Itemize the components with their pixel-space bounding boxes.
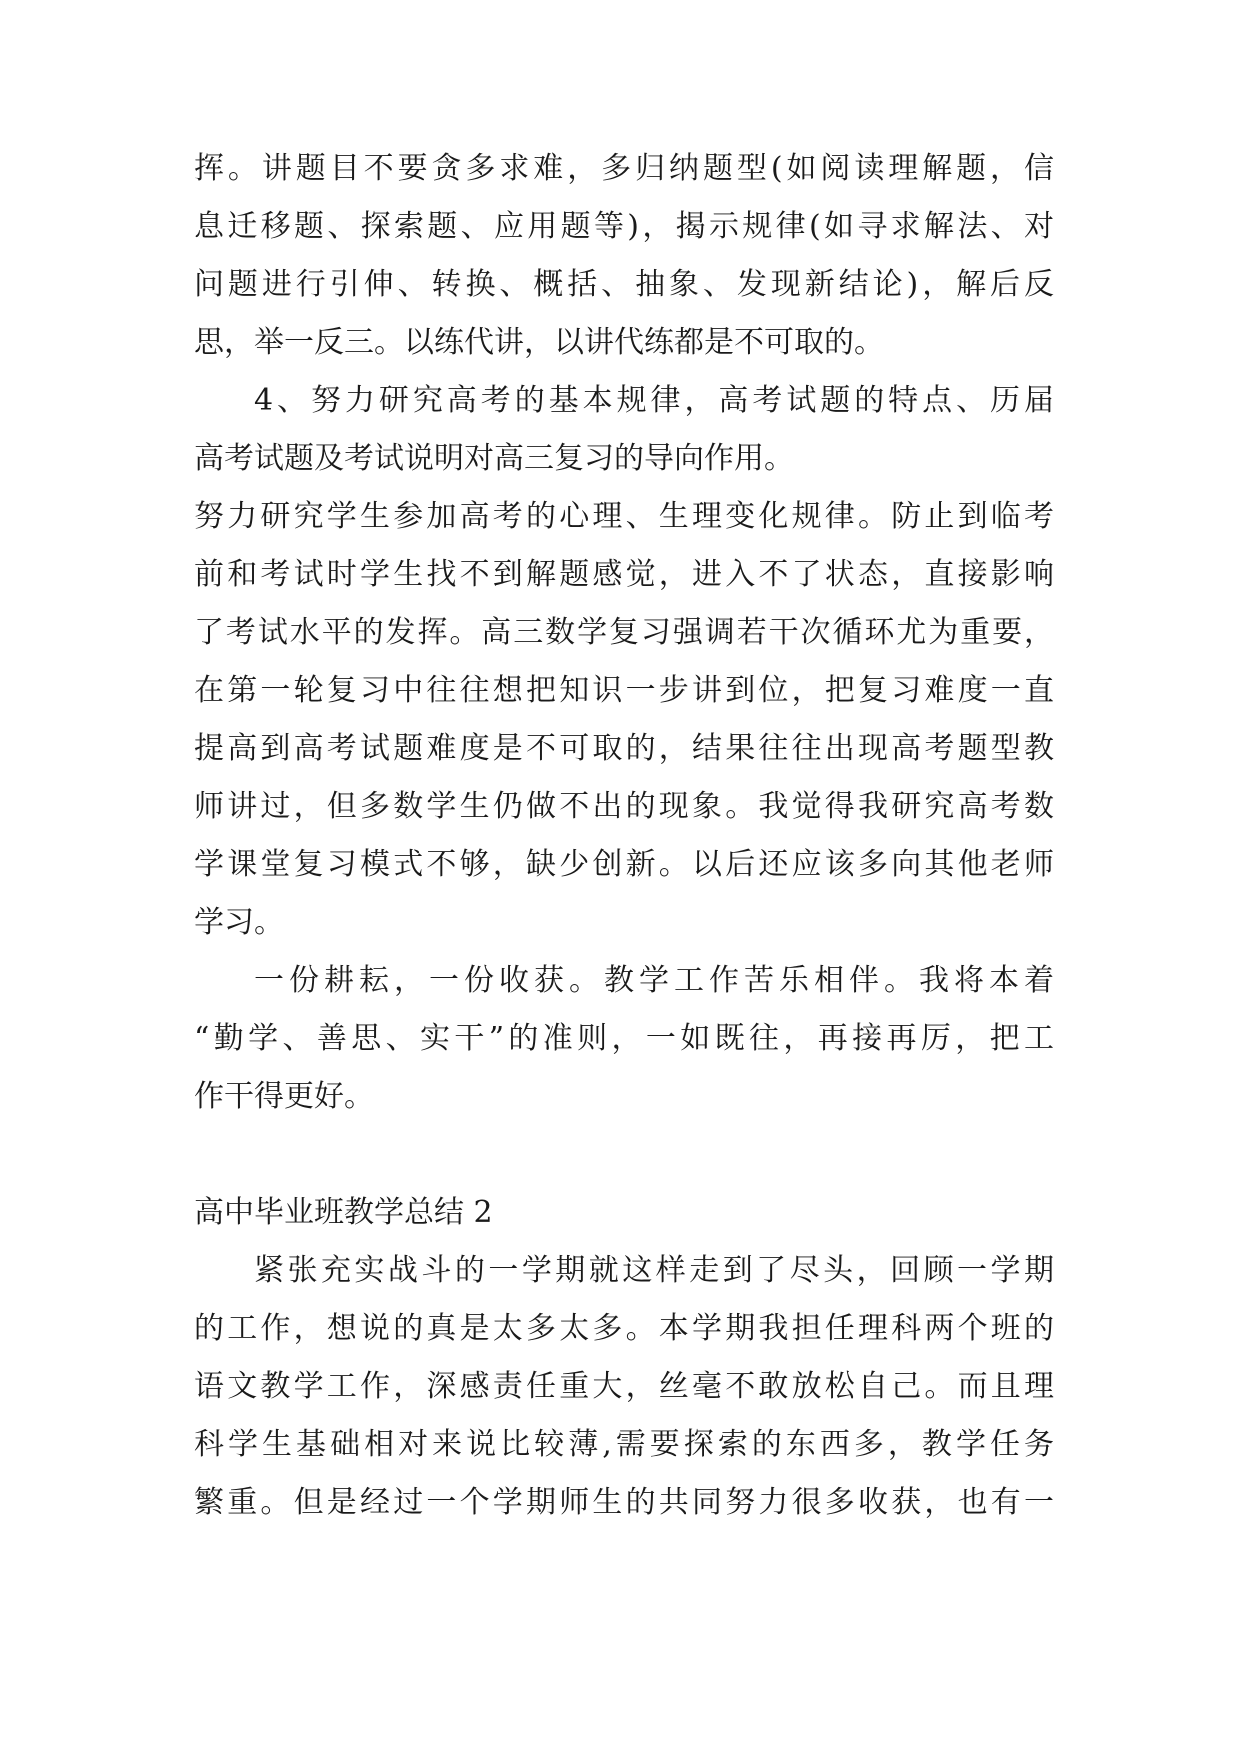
- text-line: 努力研究学生参加高考的心理、生理变化规律。防止到临考: [194, 499, 1054, 534]
- text-line: 的工作，想说的真是太多太多。本学期我担任理科两个班的: [194, 1311, 1054, 1346]
- section-heading: 高中毕业班教学总结 2: [194, 1195, 493, 1230]
- text-line: 思，举一反三。以练代讲，以讲代练都是不可取的。: [194, 325, 884, 360]
- text-line: 学习。: [194, 905, 284, 940]
- paragraph-first-line: 4、努力研究高考的基本规律，高考试题的特点、历届: [254, 383, 1054, 418]
- text-line: 高考试题及考试说明对高三复习的导向作用。: [194, 441, 794, 476]
- paragraph-first-line: 紧张充实战斗的一学期就这样走到了尽头，回顾一学期: [254, 1253, 1054, 1288]
- text-line: 息迁移题、探索题、应用题等)，揭示规律(如寻求解法、对: [194, 209, 1054, 244]
- text-line: 问题进行引伸、转换、概括、抽象、发现新结论)，解后反: [194, 267, 1054, 302]
- text-line: 繁重。但是经过一个学期师生的共同努力很多收获，也有一: [194, 1485, 1054, 1520]
- paragraph-first-line: 一份耕耘，一份收获。教学工作苦乐相伴。我将本着: [254, 963, 1054, 998]
- text-line: 了考试水平的发挥。高三数学复习强调若干次循环尤为重要，: [194, 615, 1054, 650]
- text-line: 作干得更好。: [194, 1079, 374, 1114]
- text-line: 提高到高考试题难度是不可取的，结果往往出现高考题型教: [194, 731, 1054, 766]
- text-line: 学课堂复习模式不够，缺少创新。以后还应该多向其他老师: [194, 847, 1054, 882]
- text-line: 前和考试时学生找不到解题感觉，进入不了状态，直接影响: [194, 557, 1054, 592]
- text-line: 科学生基础相对来说比较薄,需要探索的东西多，教学任务: [194, 1427, 1054, 1462]
- text-line: 师讲过，但多数学生仍做不出的现象。我觉得我研究高考数: [194, 789, 1054, 824]
- text-line: 在第一轮复习中往往想把知识一步讲到位，把复习难度一直: [194, 673, 1054, 708]
- text-line: 挥。讲题目不要贪多求难，多归纳题型(如阅读理解题，信: [194, 151, 1054, 186]
- text-line: “勤学、善思、实干”的准则，一如既往，再接再厉，把工: [194, 1021, 1054, 1056]
- text-line: 语文教学工作，深感责任重大，丝毫不敢放松自己。而且理: [194, 1369, 1054, 1404]
